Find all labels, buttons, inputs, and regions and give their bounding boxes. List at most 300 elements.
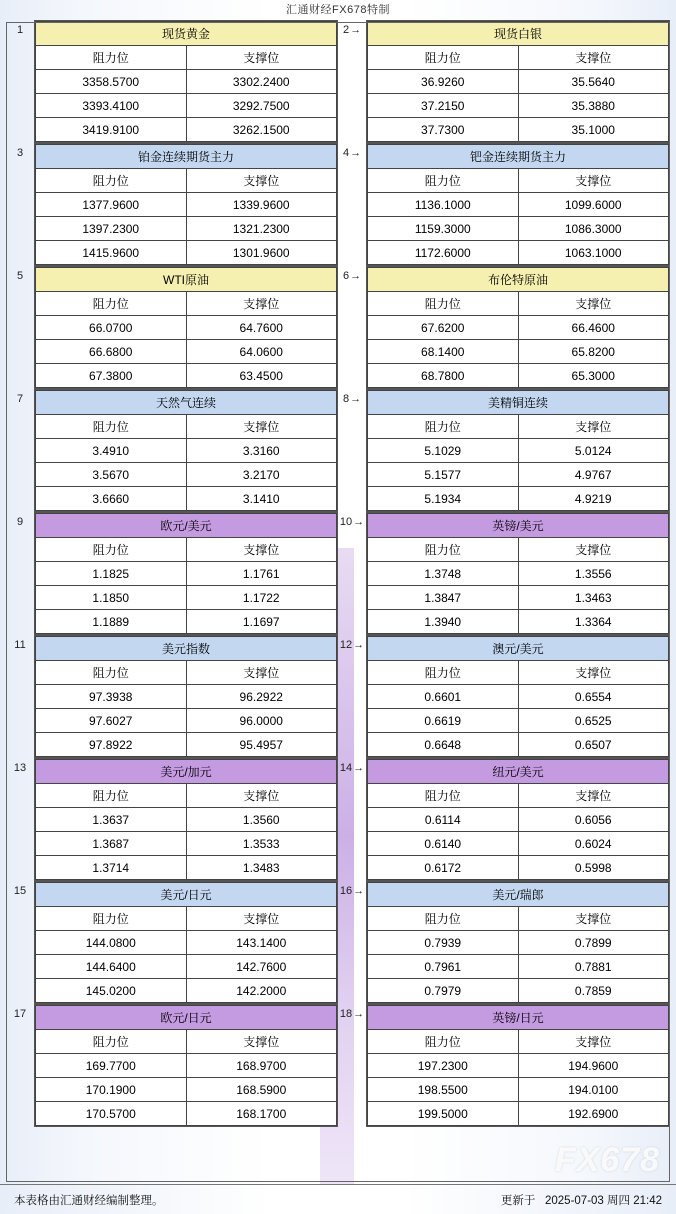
table-row — [36, 118, 337, 142]
support-header: 支撑位 — [186, 415, 337, 439]
resistance-value: 1.3714 — [36, 856, 187, 880]
instrument-block — [338, 266, 670, 389]
support-value: 1.3533 — [186, 832, 337, 856]
instrument-card — [366, 881, 670, 1004]
support-value: 63.4500 — [186, 364, 337, 388]
table-row — [36, 463, 337, 487]
resistance-header: 阻力位 — [36, 292, 187, 316]
instrument-row-pair — [6, 389, 670, 512]
levels-table — [35, 636, 337, 757]
instrument-card — [34, 881, 338, 1004]
resistance-header: 阻力位 — [368, 661, 519, 685]
support-value: 35.5640 — [518, 70, 669, 94]
table-row — [36, 586, 337, 610]
footer-update — [501, 1192, 662, 1208]
support-value: 64.0600 — [186, 340, 337, 364]
instrument-title: 欧元/日元 — [36, 1006, 337, 1030]
support-header: 支撑位 — [518, 292, 669, 316]
instrument-card — [34, 1004, 338, 1127]
levels-table — [367, 759, 669, 880]
table-row — [368, 562, 669, 586]
instrument-card — [366, 143, 670, 266]
instrument-card — [34, 389, 338, 512]
levels-table — [367, 1005, 669, 1126]
resistance-value: 0.6140 — [368, 832, 519, 856]
levels-table — [35, 144, 337, 265]
table-row — [36, 562, 337, 586]
instrument-block — [338, 143, 670, 266]
support-value: 1.1722 — [186, 586, 337, 610]
instrument-title: 美元/日元 — [36, 883, 337, 907]
resistance-value: 197.2300 — [368, 1054, 519, 1078]
support-value: 192.6900 — [518, 1102, 669, 1126]
support-value: 0.5998 — [518, 856, 669, 880]
levels-table — [367, 390, 669, 511]
instrument-title: 纽元/美元 — [368, 760, 669, 784]
block-index: 5 — [16, 270, 24, 282]
support-header: 支撑位 — [518, 784, 669, 808]
instrument-card — [366, 512, 670, 635]
table-row — [368, 955, 669, 979]
resistance-value: 0.6648 — [368, 733, 519, 757]
resistance-header: 阻力位 — [36, 538, 187, 562]
brand-header — [0, 0, 676, 20]
instrument-card — [366, 389, 670, 512]
resistance-value: 67.3800 — [36, 364, 187, 388]
support-header: 支撑位 — [186, 538, 337, 562]
instrument-block — [6, 389, 338, 512]
resistance-header: 阻力位 — [368, 538, 519, 562]
support-header: 支撑位 — [186, 292, 337, 316]
levels-table — [35, 1005, 337, 1126]
block-index: 14 → — [338, 758, 366, 881]
table-row — [36, 856, 337, 880]
table-row — [368, 340, 669, 364]
support-value: 168.5900 — [186, 1078, 337, 1102]
resistance-value: 0.6114 — [368, 808, 519, 832]
resistance-header: 阻力位 — [368, 415, 519, 439]
instrument-card — [366, 266, 670, 389]
support-value: 194.9600 — [518, 1054, 669, 1078]
instrument-card — [34, 758, 338, 881]
table-row — [36, 439, 337, 463]
support-value: 35.1000 — [518, 118, 669, 142]
table-row — [36, 193, 337, 217]
support-value: 0.6507 — [518, 733, 669, 757]
support-value: 168.9700 — [186, 1054, 337, 1078]
support-value: 0.7859 — [518, 979, 669, 1003]
resistance-value: 3358.5700 — [36, 70, 187, 94]
support-value: 142.2000 — [186, 979, 337, 1003]
instrument-card — [34, 266, 338, 389]
instrument-title: 英镑/日元 — [368, 1006, 669, 1030]
resistance-value: 1136.1000 — [368, 193, 519, 217]
support-value: 1.1697 — [186, 610, 337, 634]
resistance-value: 5.1577 — [368, 463, 519, 487]
footer-update-value: 2025-07-03 周四 21:42 — [545, 1194, 662, 1207]
table-row — [36, 979, 337, 1003]
levels-table — [367, 882, 669, 1003]
support-value: 66.4600 — [518, 316, 669, 340]
levels-grid — [0, 20, 676, 1127]
support-header: 支撑位 — [518, 169, 669, 193]
support-value: 3302.2400 — [186, 70, 337, 94]
table-row — [368, 685, 669, 709]
instrument-title: 美元指数 — [36, 637, 337, 661]
instrument-row-pair — [6, 512, 670, 635]
instrument-block — [338, 20, 670, 143]
resistance-header: 阻力位 — [368, 784, 519, 808]
table-row — [368, 118, 669, 142]
resistance-value: 37.2150 — [368, 94, 519, 118]
support-value: 0.6056 — [518, 808, 669, 832]
instrument-title: 现货白银 — [368, 22, 669, 46]
support-value: 3.3160 — [186, 439, 337, 463]
support-header: 支撑位 — [518, 661, 669, 685]
resistance-value: 144.6400 — [36, 955, 187, 979]
table-row — [368, 316, 669, 340]
resistance-value: 1397.2300 — [36, 217, 187, 241]
levels-table — [35, 390, 337, 511]
instrument-block — [6, 635, 338, 758]
resistance-value: 199.5000 — [368, 1102, 519, 1126]
support-header: 支撑位 — [186, 784, 337, 808]
block-index: 16 → — [338, 881, 366, 1004]
resistance-value: 1.1850 — [36, 586, 187, 610]
support-value: 1086.3000 — [518, 217, 669, 241]
instrument-block — [338, 1004, 670, 1127]
table-row — [36, 340, 337, 364]
support-value: 0.7881 — [518, 955, 669, 979]
resistance-value: 169.7700 — [36, 1054, 187, 1078]
instrument-block — [6, 758, 338, 881]
resistance-header: 阻力位 — [36, 661, 187, 685]
table-row — [368, 193, 669, 217]
instrument-card — [366, 635, 670, 758]
resistance-header: 阻力位 — [368, 1030, 519, 1054]
support-header: 支撑位 — [518, 1030, 669, 1054]
support-header: 支撑位 — [518, 538, 669, 562]
resistance-header: 阻力位 — [36, 46, 187, 70]
instrument-row-pair — [6, 881, 670, 1004]
instrument-block — [338, 512, 670, 635]
instrument-title: 美元/加元 — [36, 760, 337, 784]
resistance-value: 0.7939 — [368, 931, 519, 955]
block-index: 12 → — [338, 635, 366, 758]
resistance-value: 97.3938 — [36, 685, 187, 709]
table-row — [36, 610, 337, 634]
table-row — [368, 1102, 669, 1126]
block-index: 6 → — [338, 266, 366, 389]
levels-table — [367, 267, 669, 388]
support-header: 支撑位 — [518, 907, 669, 931]
block-index: 4 → — [338, 143, 366, 266]
table-row — [368, 487, 669, 511]
resistance-value: 66.0700 — [36, 316, 187, 340]
resistance-value: 66.6800 — [36, 340, 187, 364]
watermark: FX678 — [554, 1141, 660, 1179]
resistance-value: 1159.3000 — [368, 217, 519, 241]
resistance-value: 1.3940 — [368, 610, 519, 634]
resistance-header: 阻力位 — [368, 907, 519, 931]
instrument-card — [366, 758, 670, 881]
support-value: 1.3463 — [518, 586, 669, 610]
resistance-value: 36.9260 — [368, 70, 519, 94]
instrument-title: 欧元/美元 — [36, 514, 337, 538]
resistance-value: 0.6601 — [368, 685, 519, 709]
table-row — [36, 241, 337, 265]
resistance-value: 198.5500 — [368, 1078, 519, 1102]
support-value: 35.3880 — [518, 94, 669, 118]
levels-table — [367, 144, 669, 265]
resistance-header: 阻力位 — [368, 46, 519, 70]
table-row — [368, 70, 669, 94]
support-value: 168.1700 — [186, 1102, 337, 1126]
support-value: 65.3000 — [518, 364, 669, 388]
block-index: 15 — [13, 885, 27, 897]
block-index: 10 → — [338, 512, 366, 635]
resistance-header: 阻力位 — [36, 169, 187, 193]
resistance-value: 1.1825 — [36, 562, 187, 586]
support-value: 1321.2300 — [186, 217, 337, 241]
resistance-value: 97.6027 — [36, 709, 187, 733]
table-row — [368, 241, 669, 265]
support-value: 96.0000 — [186, 709, 337, 733]
support-value: 3262.1500 — [186, 118, 337, 142]
table-row — [36, 931, 337, 955]
table-row — [368, 856, 669, 880]
brand-label: 汇通财经FX678特制 — [286, 4, 390, 16]
instrument-title: 布伦特原油 — [368, 268, 669, 292]
instrument-block — [338, 758, 670, 881]
table-row — [36, 733, 337, 757]
instrument-card — [34, 143, 338, 266]
support-header: 支撑位 — [518, 46, 669, 70]
levels-table — [367, 513, 669, 634]
instrument-title: WTI原油 — [36, 268, 337, 292]
instrument-row-pair — [6, 758, 670, 881]
instrument-row-pair — [6, 1004, 670, 1127]
levels-table — [35, 759, 337, 880]
table-row — [36, 316, 337, 340]
resistance-value: 144.0800 — [36, 931, 187, 955]
resistance-value: 1.3687 — [36, 832, 187, 856]
table-row — [368, 931, 669, 955]
instrument-block — [338, 389, 670, 512]
instrument-card — [366, 1004, 670, 1127]
support-value: 194.0100 — [518, 1078, 669, 1102]
table-row — [368, 586, 669, 610]
instrument-block — [6, 512, 338, 635]
table-row — [36, 487, 337, 511]
table-row — [368, 1054, 669, 1078]
table-row — [368, 1078, 669, 1102]
support-value: 0.7899 — [518, 931, 669, 955]
instrument-block — [338, 881, 670, 1004]
block-index: 9 — [16, 516, 24, 528]
resistance-value: 1415.9600 — [36, 241, 187, 265]
resistance-value: 3393.4100 — [36, 94, 187, 118]
block-index: 8 → — [338, 389, 366, 512]
instrument-block — [6, 881, 338, 1004]
resistance-value: 0.6172 — [368, 856, 519, 880]
levels-table — [35, 882, 337, 1003]
support-value: 0.6024 — [518, 832, 669, 856]
footer-note: 本表格由汇通财经编制整理。 — [14, 1194, 164, 1207]
table-row — [36, 364, 337, 388]
table-row — [368, 832, 669, 856]
instrument-card — [34, 635, 338, 758]
support-value: 0.6554 — [518, 685, 669, 709]
support-value: 1063.1000 — [518, 241, 669, 265]
support-value: 1.1761 — [186, 562, 337, 586]
instrument-title: 澳元/美元 — [368, 637, 669, 661]
block-index: 7 — [16, 393, 24, 405]
resistance-value: 3419.9100 — [36, 118, 187, 142]
resistance-value: 68.7800 — [368, 364, 519, 388]
table-row — [368, 217, 669, 241]
support-value: 96.2922 — [186, 685, 337, 709]
instrument-block — [6, 143, 338, 266]
resistance-value: 3.5670 — [36, 463, 187, 487]
instrument-title: 美精铜连续 — [368, 391, 669, 415]
support-value: 1301.9600 — [186, 241, 337, 265]
support-value: 1.3364 — [518, 610, 669, 634]
table-row — [368, 439, 669, 463]
instrument-block — [338, 635, 670, 758]
table-row — [36, 1054, 337, 1078]
instrument-row-pair — [6, 266, 670, 389]
levels-table — [367, 636, 669, 757]
table-row — [36, 955, 337, 979]
instrument-card — [366, 20, 670, 143]
support-value: 142.7600 — [186, 955, 337, 979]
table-row — [36, 1102, 337, 1126]
table-row — [368, 979, 669, 1003]
levels-table — [367, 21, 669, 142]
resistance-value: 3.4910 — [36, 439, 187, 463]
resistance-value: 5.1029 — [368, 439, 519, 463]
table-row — [36, 70, 337, 94]
resistance-header: 阻力位 — [36, 415, 187, 439]
table-row — [36, 709, 337, 733]
support-header: 支撑位 — [186, 1030, 337, 1054]
block-index: 18 → — [338, 1004, 366, 1127]
instrument-card — [34, 20, 338, 143]
resistance-value: 170.1900 — [36, 1078, 187, 1102]
table-row — [368, 733, 669, 757]
resistance-header: 阻力位 — [36, 784, 187, 808]
levels-table — [35, 513, 337, 634]
support-value: 0.6525 — [518, 709, 669, 733]
levels-table — [35, 21, 337, 142]
table-row — [368, 610, 669, 634]
resistance-value: 97.8922 — [36, 733, 187, 757]
support-value: 3292.7500 — [186, 94, 337, 118]
block-index: 2 → — [338, 20, 366, 143]
instrument-block — [6, 266, 338, 389]
support-value: 1.3483 — [186, 856, 337, 880]
support-value: 1.3560 — [186, 808, 337, 832]
resistance-value: 170.5700 — [36, 1102, 187, 1126]
table-row — [368, 463, 669, 487]
block-index: 13 — [13, 762, 27, 774]
instrument-card — [34, 512, 338, 635]
resistance-header: 阻力位 — [368, 292, 519, 316]
instrument-title: 现货黄金 — [36, 22, 337, 46]
support-header: 支撑位 — [518, 415, 669, 439]
instrument-title: 钯金连续期货主力 — [368, 145, 669, 169]
support-value: 65.8200 — [518, 340, 669, 364]
support-header: 支撑位 — [186, 661, 337, 685]
resistance-value: 145.0200 — [36, 979, 187, 1003]
table-row — [36, 94, 337, 118]
support-header: 支撑位 — [186, 169, 337, 193]
instrument-row-pair — [6, 635, 670, 758]
instrument-row-pair — [6, 20, 670, 143]
resistance-header: 阻力位 — [36, 907, 187, 931]
resistance-header: 阻力位 — [368, 169, 519, 193]
resistance-value: 5.1934 — [368, 487, 519, 511]
resistance-value: 1.3748 — [368, 562, 519, 586]
resistance-value: 68.1400 — [368, 340, 519, 364]
support-value: 95.4957 — [186, 733, 337, 757]
support-value: 64.7600 — [186, 316, 337, 340]
instrument-block — [6, 20, 338, 143]
footer-update-label: 更新于 — [500, 1194, 536, 1207]
support-value: 4.9767 — [518, 463, 669, 487]
support-value: 3.2170 — [186, 463, 337, 487]
resistance-value: 0.7979 — [368, 979, 519, 1003]
table-row — [368, 364, 669, 388]
resistance-header: 阻力位 — [36, 1030, 187, 1054]
support-value: 5.0124 — [518, 439, 669, 463]
table-row — [368, 94, 669, 118]
table-row — [36, 808, 337, 832]
support-value: 143.1400 — [186, 931, 337, 955]
resistance-value: 0.6619 — [368, 709, 519, 733]
instrument-title: 铂金连续期货主力 — [36, 145, 337, 169]
resistance-value: 3.6660 — [36, 487, 187, 511]
resistance-value: 1.3847 — [368, 586, 519, 610]
block-index: 11 — [14, 639, 26, 651]
resistance-value: 1.3637 — [36, 808, 187, 832]
table-row — [36, 1078, 337, 1102]
support-value: 1.3556 — [518, 562, 669, 586]
block-index: 3 — [16, 147, 24, 159]
instrument-title: 英镑/美元 — [368, 514, 669, 538]
footer — [0, 1184, 676, 1214]
resistance-value: 1.1889 — [36, 610, 187, 634]
block-index: 17 — [13, 1008, 27, 1020]
instrument-title: 美元/瑞郎 — [368, 883, 669, 907]
block-index: 1 — [16, 24, 24, 36]
support-value: 1339.9600 — [186, 193, 337, 217]
support-header: 支撑位 — [186, 907, 337, 931]
resistance-value: 0.7961 — [368, 955, 519, 979]
instrument-row-pair — [6, 143, 670, 266]
table-row — [36, 685, 337, 709]
resistance-value: 67.6200 — [368, 316, 519, 340]
table-row — [36, 217, 337, 241]
resistance-value: 37.7300 — [368, 118, 519, 142]
resistance-value: 1172.6000 — [368, 241, 519, 265]
levels-table — [35, 267, 337, 388]
instrument-block — [6, 1004, 338, 1127]
support-value: 1099.6000 — [518, 193, 669, 217]
support-header: 支撑位 — [186, 46, 337, 70]
instrument-title: 天然气连续 — [36, 391, 337, 415]
